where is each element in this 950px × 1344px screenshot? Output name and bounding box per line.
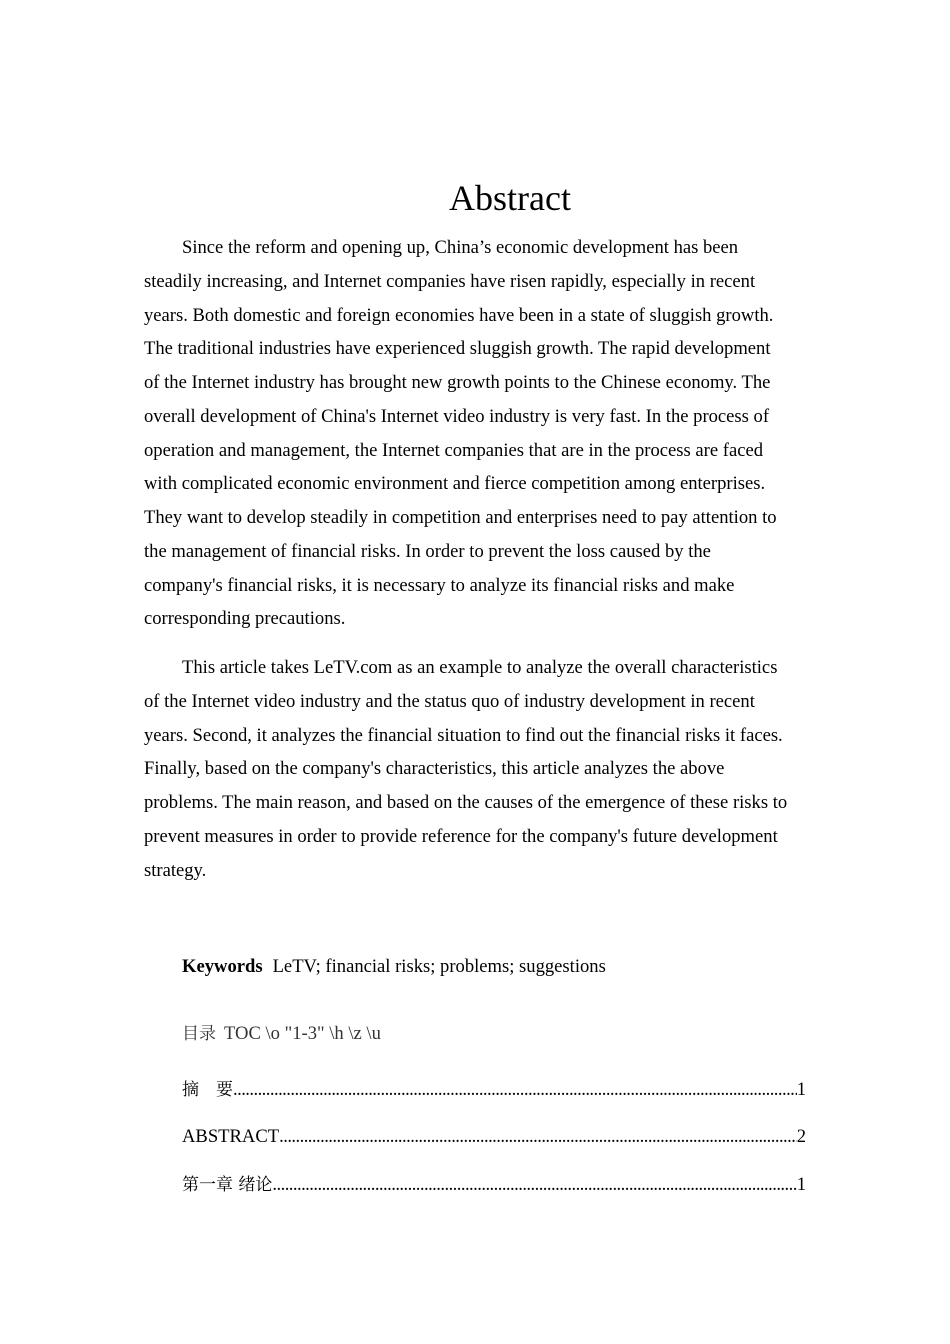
text-line: of the Internet industry has brought new growth points to the Chinese economy. The [144,372,771,393]
abstract-paragraph-1 [144,231,810,636]
toc-entry-label: 摘 要 [182,1080,233,1100]
toc-page-number: 1 [796,1174,806,1195]
text-line: strategy. [144,859,207,881]
text-line: with complicated economic environment and fierce competition among enterprises. [144,473,766,495]
text-line: steadily increasing, and Internet companies have risen rapidly, especially in recent [144,270,756,292]
toc-field-label: 目录 [182,1024,216,1044]
toc-entry-chapter-1[interactable] [182,1172,806,1198]
text-line: years. Both domestic and foreign economies have been in a state of sluggish growth. [144,304,774,326]
keywords-value: LeTV; financial risks; problems; suggestions [272,956,606,977]
page-title: Abstract [449,178,571,219]
toc-field-instruction: TOC \o "1-3" \h \z \u [224,1023,381,1044]
toc-entry-abstract-en[interactable] [182,1124,806,1150]
toc-field-code [182,1021,381,1047]
toc-entry-abstract-cn[interactable] [182,1077,806,1103]
text-line: prevent measures in order to provide reference for the company's future development [144,825,778,847]
keywords-label: Keywords [182,956,263,977]
toc-page-number: 1 [796,1079,806,1100]
text-line: They want to develop steadily in competition and enterprises need to pay attention to [144,507,777,528]
text-line: the management of financial risks. In order to prevent the loss caused by the [144,540,711,562]
abstract-paragraph-2 [144,651,810,887]
toc-leader-dots [233,1077,797,1103]
text-line: Since the reform and opening up, China’s economic development has been [182,237,739,258]
toc-leader-dots [272,1172,796,1198]
text-line: problems. The main reason, and based on the causes of the emergence of these risks to [144,792,788,813]
text-line: company's financial risks, it is necessary to analyze its financial risks and make [144,574,735,596]
text-line: Finally, based on the company's characteristics, this article analyzes the above [144,758,725,780]
toc-page-number: 2 [796,1126,806,1147]
text-line: corresponding precautions. [144,608,346,630]
keywords-line [182,954,606,980]
text-line: of the Internet video industry and the status quo of industry development in recent [144,690,755,712]
toc-entry-label: 第一章 绪论 [182,1175,273,1195]
text-line: The traditional industries have experienced sluggish growth. The rapid development [144,338,771,360]
toc-entry-label: ABSTRACT [182,1126,280,1147]
text-line: years. Second, it analyzes the financial situation to find out the financial risks it faces. [144,724,783,746]
text-line: This article takes LeTV.com as an example to analyze the overall characteristics [182,657,778,678]
toc-leader-dots [279,1124,797,1150]
text-line: overall development of China's Internet video industry is very fast. In the process of [144,405,770,427]
text-line: operation and management, the Internet companies that are in the process are faced [144,439,763,461]
